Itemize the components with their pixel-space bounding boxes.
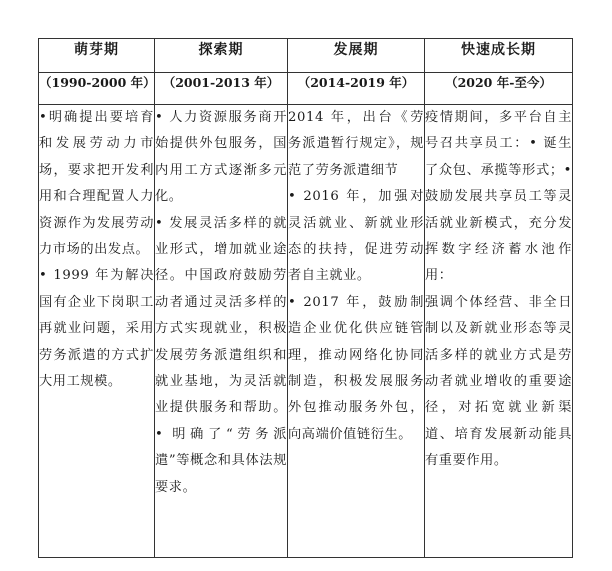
- stage-content-rapid-growth: 疫情期间，多平台自主号召共享员工：• 诞生了众包、承揽等形式；• 鼓励发展共享员工等灵活就业新模式，充分发挥数字经济蓄水池作用： 强调个体经营、非全日制以及新就业形态等灵活多样的就业方式是劳动者就业增收的重要途径，对拓宽就业新渠道、培育发展新动能具有重要作用。: [425, 110, 572, 469]
- stage-cell-development: [288, 105, 425, 558]
- stage-cell-rapid-growth: [425, 105, 573, 558]
- stage-period-development: （2014-2019 年）: [288, 73, 425, 105]
- stage-name-sprouting: 萌芽期: [39, 39, 155, 73]
- stage-content-development: 2014 年，出台《劳务派遣暂行规定》，规范了劳务派遣细节 • 2016 年，加强对灵活就业、新就业形态的扶持，促进劳动者自主就业。 • 2017 年，鼓励制造企业优化供应链管理，推动网络化协同制造，积极发展服务外包推动服务外包，向高端价值链衍生。: [288, 110, 424, 442]
- stage-content-row: [39, 105, 573, 558]
- stage-name-exploration: 探索期: [155, 39, 288, 73]
- development-stages-table: [38, 38, 573, 558]
- stage-cell-sprouting: [39, 105, 155, 558]
- stage-period-rapid-growth: （2020 年-至今）: [425, 73, 573, 105]
- stage-period-sprouting: （1990-2000 年）: [39, 73, 155, 105]
- stage-name-development: 发展期: [288, 39, 425, 73]
- stage-period-exploration: （2001-2013 年）: [155, 73, 288, 105]
- stage-period-row: [39, 73, 573, 105]
- stage-content-sprouting: •明确提出要培育和发展劳动力市场，要求把开发利用和合理配置人力资源作为发展劳动力市场的出发点。 • 1999 年为解决国有企业下岗职工再就业问题，采用劳务派遣的方式扩大用工规模。: [39, 110, 154, 390]
- stage-name-row: [39, 39, 573, 73]
- stage-content-exploration: • 人力资源服务商开始提供外包服务，国内用工方式逐渐多元化。 • 发展灵活多样的就业形式，增加就业途径。中国政府鼓励劳动者通过灵活多样的方式实现就业，积极发展劳务派遣组织和就业基地，为灵活就业提供服务和帮助。• 明确了“劳务派遣”等概念和具体法规要求。: [155, 110, 287, 495]
- stage-name-rapid-growth: 快速成长期: [425, 39, 573, 73]
- stage-cell-exploration: [155, 105, 288, 558]
